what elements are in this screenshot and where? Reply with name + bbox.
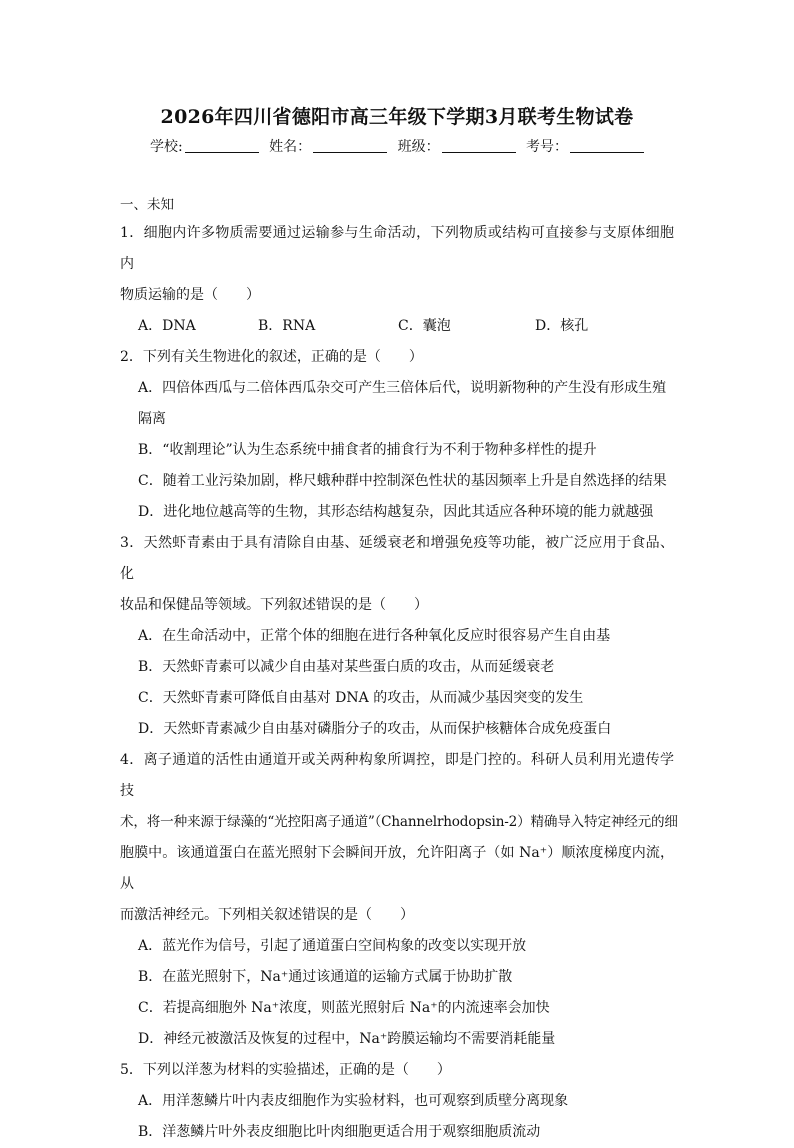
option-a: A．四倍体西瓜与二倍体西瓜杂交可产生三倍体后代，说明新物种的产生没有形成生殖 (138, 380, 667, 396)
question-3 (120, 528, 674, 745)
school-label: 学校: (149, 139, 183, 155)
question-stem-line: 而激活神经元。下列相关叙述错误的是（ ） (120, 907, 414, 923)
name-blank (313, 137, 387, 153)
student-info-line (0, 136, 794, 158)
option-c: C．随着工业污染加剧，桦尺蛾种群中控制深色性状的基因频率上升是自然选择的结果 (138, 473, 667, 489)
option-b: B．“收割理论”认为生态系统中捕食者的捕食行为不利于物种多样性的提升 (138, 442, 597, 458)
school-blank (185, 137, 259, 153)
name-field (269, 136, 387, 158)
option-b: B．天然虾青素可以减少自由基对某些蛋白质的攻击，从而延缓衰老 (138, 659, 555, 675)
section-heading: 一、未知 (120, 197, 174, 213)
exam-no-field (526, 136, 644, 158)
option-b: B．洋葱鳞片叶外表皮细胞比叶肉细胞更适合用于观察细胞质流动 (138, 1124, 541, 1140)
option-d: D．天然虾青素减少自由基对磷脂分子的攻击，从而保护核糖体合成免疫蛋白 (138, 721, 612, 737)
question-stem-line: 2．下列有关生物进化的叙述，正确的是（ ） (120, 349, 423, 365)
option-c: C．囊泡 (398, 318, 451, 334)
question-stem-line: 妆品和保健品等领域。下列叙述错误的是（ ） (120, 597, 428, 613)
question-stem-line: 4．离子通道的活性由通道开或关两种构象所调控，即是门控的。科研人员利用光遗传学技 (120, 752, 674, 799)
option-d: D．核孔 (535, 318, 589, 334)
exam-no-blank (570, 137, 644, 153)
option-b: B．RNA (258, 318, 316, 334)
question-2 (120, 342, 674, 528)
option-d: D．进化地位越高等的生物，其形态结构越复杂，因此其适应各种环境的能力就越强 (138, 504, 654, 520)
question-4 (120, 745, 678, 1055)
class-label: 班级： (397, 139, 440, 155)
exam-no-label: 考号： (526, 139, 569, 155)
question-stem-line: 术，将一种来源于绿藻的“光控阳离子通道”（Channelrhodopsin-2）精确导入特定神经元的细 (120, 814, 678, 830)
question-stem-line: 5．下列以洋葱为材料的实验描述，正确的是（ ） (120, 1062, 451, 1078)
option-c: C．若提高细胞外 Na⁺浓度，则蓝光照射后 Na⁺的内流速率会加快 (138, 1000, 550, 1016)
question-stem-line: 3．天然虾青素由于具有清除自由基、延缓衰老和增强免疫等功能，被广泛应用于食品、化 (120, 535, 674, 582)
question-stem-line: 胞膜中。该通道蛋白在蓝光照射下会瞬间开放，允许阳离子（如 Na⁺）顺浓度梯度内流，从 (120, 845, 674, 892)
option-a: A．DNA (138, 318, 196, 334)
class-blank (442, 137, 516, 153)
option-a-continued: 隔离 (138, 411, 166, 427)
option-a: A．蓝光作为信号，引起了通道蛋白空间构象的改变以实现开放 (138, 938, 527, 954)
option-d: D．神经元被激活及恢复的过程中，Na⁺跨膜运输均不需要消耗能量 (138, 1031, 556, 1047)
option-b: B．在蓝光照射下，Na⁺通过该通道的运输方式属于协助扩散 (138, 969, 513, 985)
question-stem-line: 物质运输的是（ ） (120, 287, 260, 303)
exam-title: 2026年四川省德阳市高三年级下学期3月联考生物试卷 (160, 106, 634, 128)
option-c: C．天然虾青素可降低自由基对 DNA 的攻击，从而减少基因突变的发生 (138, 690, 584, 706)
questions-body (0, 194, 794, 1148)
name-label: 姓名： (269, 139, 312, 155)
school-field (150, 136, 259, 158)
class-field (398, 136, 516, 158)
option-a: A．用洋葱鳞片叶内表皮细胞作为实验材料，也可观察到质壁分离现象 (138, 1093, 569, 1109)
question-stem-line: 1．细胞内许多物质需要通过运输参与生命活动，下列物质或结构可直接参与支原体细胞内 (120, 225, 674, 272)
question-5 (120, 1055, 674, 1148)
option-a: A．在生命活动中，正常个体的细胞在进行各种氧化反应时很容易产生自由基 (138, 628, 611, 644)
question-1 (120, 218, 674, 342)
options-row (120, 311, 674, 342)
